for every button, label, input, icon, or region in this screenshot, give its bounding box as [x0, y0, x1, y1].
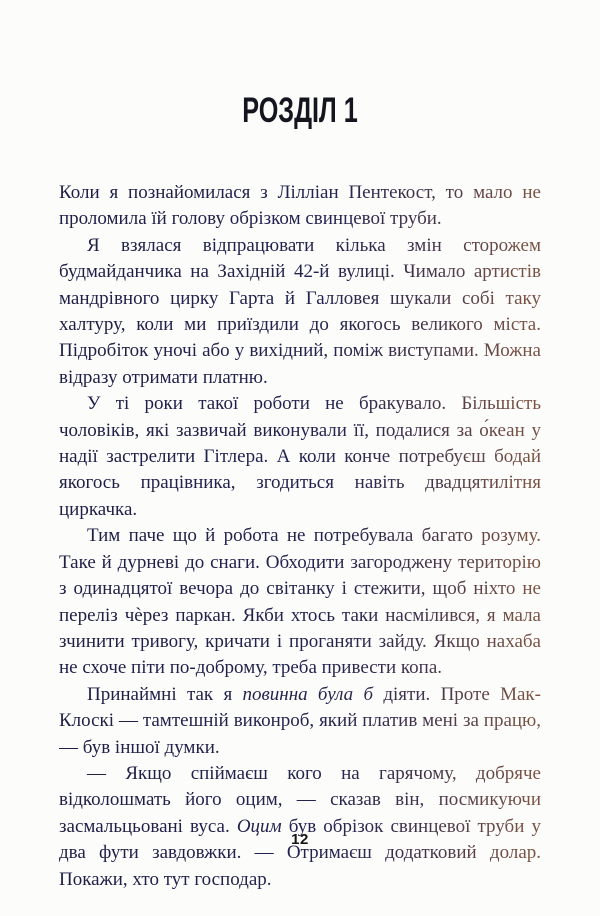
text-segment: Коли я познайомилася з Лілліан Пентекост, то мало не проломила їй голову обрізком свинцевої труби. — [59, 182, 541, 230]
text-segment: був обрізок свинцевої труби у два фути завдовжки. — Отримаєш додатковий долар. Покажи, хто тут господар. — [59, 815, 541, 890]
text-segment: Я взялася відпрацювати кілька змін сторожем будмайданчика на Західній 42-й вулиці. Чимало артистів мандрівного цирку Гарта й Галловея шукали собі таку халтуру, коли ми приїздили до якогось великого міста. Підробіток уночі або у вихідний, поміж виступами. Можна відразу отримати платню. — [59, 234, 541, 388]
paragraph — [59, 682, 541, 761]
text-segment-italic: Оцим — [236, 815, 282, 837]
paragraph — [59, 233, 541, 391]
page-number: 12 — [291, 831, 309, 848]
text-segment: Принаймні так я — [87, 683, 243, 705]
text-segment: діяти. Проте Мак-Клоскі — тамтешній виконроб, який платив мені за працю, — був іншої думки. — [59, 683, 541, 758]
paragraph — [59, 180, 541, 233]
chapter-heading: РОЗДІЛ 1 — [242, 91, 358, 130]
text-segment: — Якщо спіймаєш кого на гарячому, добряче відколошмать його оцим, — сказав він, посмикуючи засмальцьовані вуса. — [59, 762, 541, 837]
text-segment: Тим паче що й робота не потребувала багато розуму. Таке й дурневі до снаги. Обходити загороджену територію з одинадцятої вечора до світанку і стежити, щоб ніхто не переліз чѐрез паркан. Якби хтось таки насмілився, я мала зчинити тривогу, кричати і проганяти зайду. Якщо нахаба не схоче піти по-доброму, треба привести копа. — [59, 525, 541, 679]
paragraph — [59, 391, 541, 523]
paragraph — [59, 761, 541, 893]
text-segment-italic: повинна була б — [242, 683, 374, 705]
text-segment: У ті роки такої роботи не бракувало. Більшість чоловіків, які зазвичай виконували її, подалися за о́кеан у надії застрелити Гітлера. А коли конче потребуєш бодай якогось працівника, згодиться навіть двадцятилітня циркачка. — [59, 393, 541, 520]
paragraph — [59, 523, 541, 681]
body-text — [59, 180, 541, 893]
